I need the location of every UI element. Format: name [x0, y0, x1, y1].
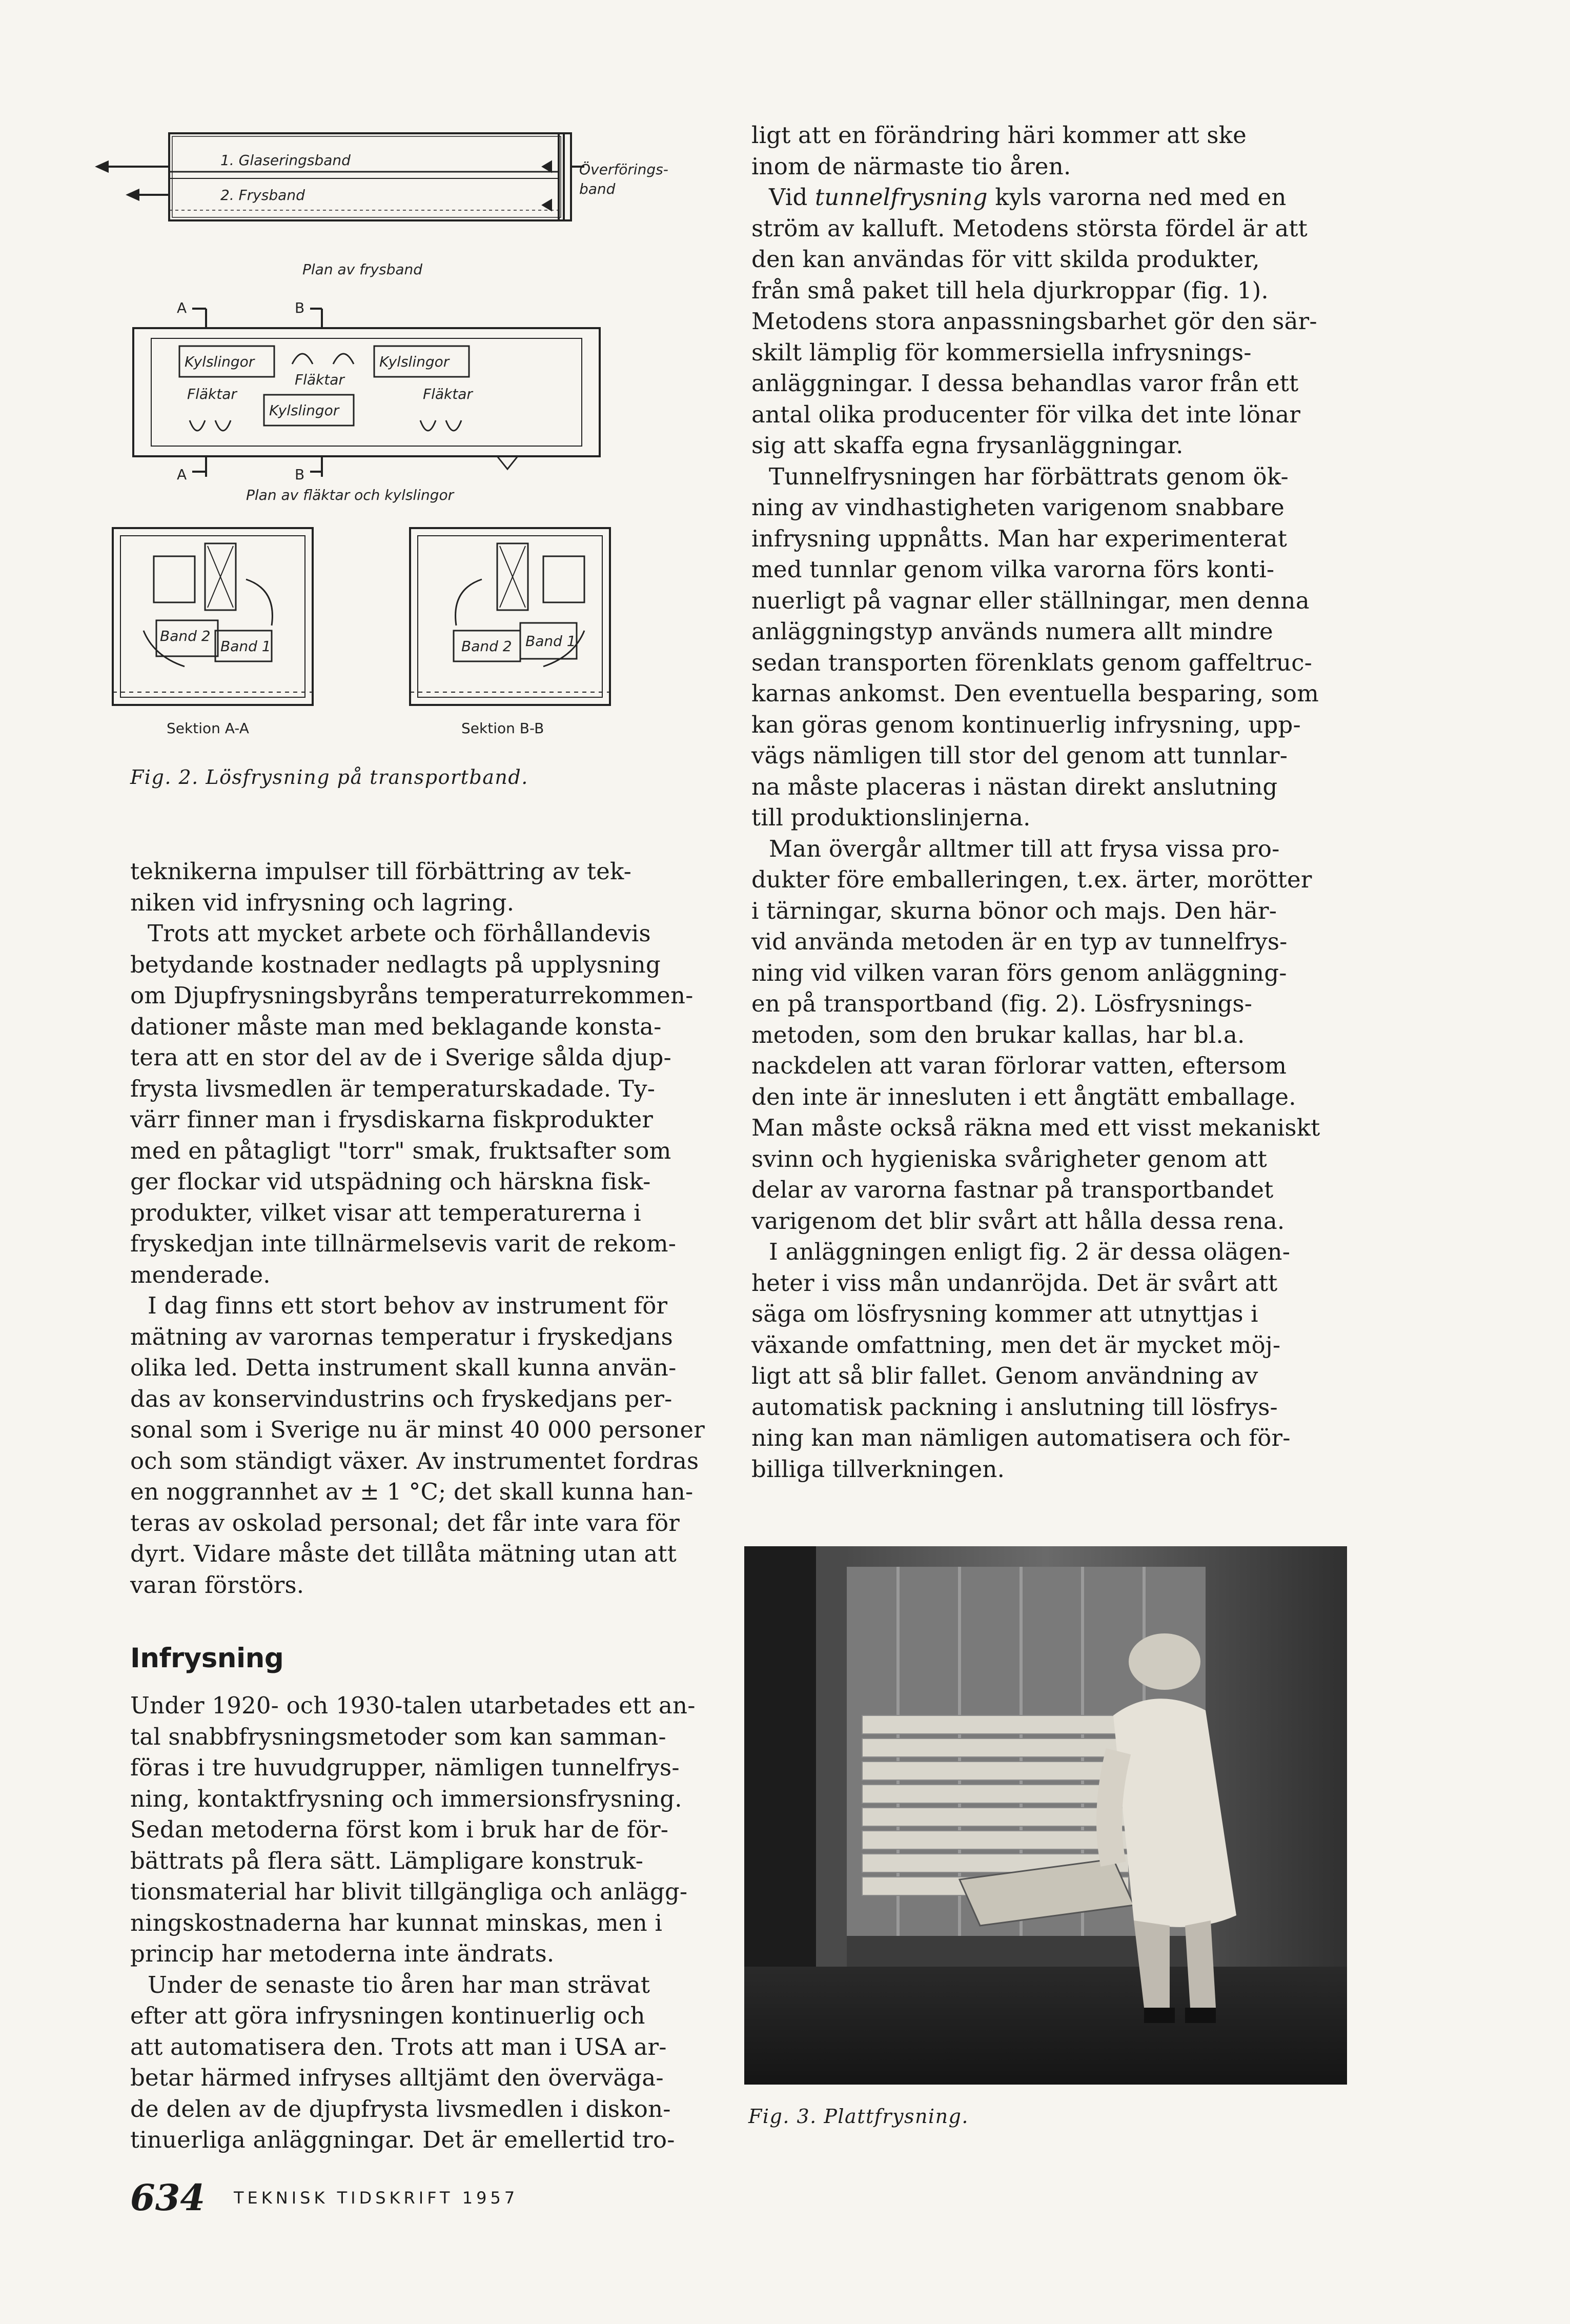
label-band-2-aa: Band 2 [160, 628, 211, 644]
label-kylslingor-3: Kylslingor [269, 402, 339, 419]
paragraph [751, 182, 1331, 461]
label-kylslingor-2: Kylslingor [379, 353, 450, 370]
publication-title: TEKNISK TIDSKRIFT 1957 [234, 2188, 519, 2208]
label-flaktar-1: Fläktar [295, 371, 344, 388]
label-overforing-2: band [579, 180, 616, 197]
paragraph: Trots att mycket arbete och förhållandevis betydande kostnader nedlagts på upplysning om Djupfrysningsbyråns temperaturrekommen- dationer måste man med beklagande konsta- tera att en stor del av de i Sverige sålda djup- frysta livsmedlen är temperaturskadade. Ty- värr finner man i frysdiskarna fiskprodukter med en påtagligt "torr" smak, fruktsafter som ger flockar vid utspädning och härskna fisk- produkter, vilket visar att temperaturerna i fryskedjan inte tillnärmelsevis varit de rekom- menderade. [130, 920, 694, 1288]
figure-2-diagram [92, 118, 728, 769]
right-column [751, 120, 1331, 1485]
figure-3-caption: Fig. 3. Plattfrysning. [748, 2105, 969, 2128]
label-plan-flaktar: Plan av fläktar och kylslingor [246, 487, 454, 503]
paragraph: Under de senaste tio åren har man strävat efter att göra infrysningen kontinuerlig och att automatisera den. Trots att man i USA ar- betar härmed infryses alltjämt den överväga- de delen av de djupfrysta livsmedlen i diskon- tinuerliga anläggningar. Det är emellertid tro- [130, 1971, 675, 2153]
figure-3-photo [744, 1546, 1347, 2085]
label-plan-frysband: Plan av frysband [302, 261, 423, 278]
label-band-1-bb: Band 1 [525, 633, 576, 650]
paragraph: Tunnelfrysningen har förbättrats genom ök- ning av vindhastigheten varigenom snabbare infrysning uppnåtts. Man har experimenterat med tunnlar genom vilka varorna förs konti- nuerligt på vagnar eller ställningar, men denna anläggningstyp används numera allt mindre sedan transporten förenklats genom gaffeltruc- karnas ankomst. Den eventuella besparing, som kan göras genom kontinuerlig infrysning, upp- vägs nämligen till stor del genom att tunnlar- na måste placeras i nästan direkt anslutning till produktionslinjerna. [751, 462, 1319, 831]
paragraph: I dag finns ett stort behov av instrument för mätning av varornas temperatur i fryskedjans olika led. Detta instrument skall kunna använ- das av konservindustrins och fryskedjans per- sonal som i Sverige nu är minst 40 000 personer och som ständigt växer. Av instrumentet fordras en noggrannhet av ± 1 °C; det skall kunna han- teras av oskolad personal; det får inte vara för dyrt. Vidare måste det tillåta mätning utan att varan förstörs. [130, 1292, 705, 1599]
label-band-2-bb: Band 2 [461, 638, 512, 655]
label-flaktar-2: Fläktar [187, 386, 237, 402]
paragraph: Man övergår alltmer till att frysa vissa pro- dukter före emballeringen, t.ex. ärter, morötter i tärningar, skurna bönor och majs. Den här- vid använda metoden är en typ av tunnelfrys- ning vid vilken varan förs genom anläggning- en på transportband (fig. 2). Lösfrysnings- metoden, som den brukar kallas, har bl.a. nackdelen att varan förlorar vatten, eftersom den inte är innesluten i ett ångtätt emballage. Man måste också räkna med ett visst mekaniskt svinn och hygieniska svårigheter genom att delar av varorna fastnar på transportbandet varigenom det blir svårt att hålla dessa rena. [751, 835, 1320, 1235]
paragraph: ligt att en förändring häri kommer att ske inom de närmaste tio åren. [751, 122, 1247, 180]
figure-2-caption: Fig. 2. Lösfrysning på transportband. [130, 766, 528, 789]
marker-b-top: B [295, 299, 305, 316]
paragraph: I anläggningen enligt fig. 2 är dessa olägen- heter i viss mån undanröjda. Det är svårt att säga om lösfrysning kommer att utnyttjas i växande omfattning, men det är mycket möj- ligt att så blir fallet. Genom användning av automatisk packning i anslutning till lösfrys- ning kan man nämligen automatisera och för- billiga tillverkningen. [751, 1238, 1291, 1483]
label-band-1-aa: Band 1 [220, 638, 271, 655]
label-sektion-aa: Sektion A-A [167, 720, 249, 737]
label-sektion-bb: Sektion B-B [461, 720, 544, 737]
marker-a-top: A [177, 299, 187, 316]
label-kylslingor-1: Kylslingor [185, 353, 255, 370]
paragraph: Under 1920- och 1930-talen utarbetades ett an- tal snabbfrysningsmetoder som kan samman- föras i tre huvudgrupper, nämligen tunnelfrys- ning, kontaktfrysning och immersionsfrysning. Sedan metoderna först kom i bruk har de för- bättrats på flera sätt. Lämpligare konstruk- tionsmaterial har blivit tillgängliga och anlägg- ningskostnaderna har kunnat minskas, men i princip har metoderna inte ändrats. [130, 1692, 696, 1967]
paragraph: teknikerna impulser till förbättring av tek- niken vid infrysning och lagring. [130, 858, 632, 916]
section-heading: Infrysning [130, 1643, 284, 1674]
label-flaktar-3: Fläktar [423, 386, 473, 402]
text-run: kyls varorna ned med en ström av kalluft. Metodens största fördel är att den kan användas för vitt skilda produkter, från små paket till hela djurkroppar (fig. 1). Metodens stora anpassningsbarhet gör den sär- skilt lämplig för kommersiella infrysnings- anläggningar. I dessa behandlas varor från ett antal olika producenter för vilka det inte lönar sig att skaffa egna frysanläggningar. [751, 184, 1317, 459]
freezer-photo-illustration [744, 1546, 1347, 2085]
page-number: 634 [130, 2176, 206, 2219]
marker-a-bottom: A [177, 466, 187, 483]
label-band2: 2. Frysband [220, 187, 305, 204]
label-overforing-1: Överförings- [579, 161, 668, 178]
label-band1: 1. Glaseringsband [220, 152, 351, 169]
text-run: Vid [769, 184, 815, 211]
left-column [130, 856, 710, 2156]
emphasis-term: tunnelfrysning [815, 184, 988, 211]
marker-b-bottom: B [295, 466, 305, 483]
